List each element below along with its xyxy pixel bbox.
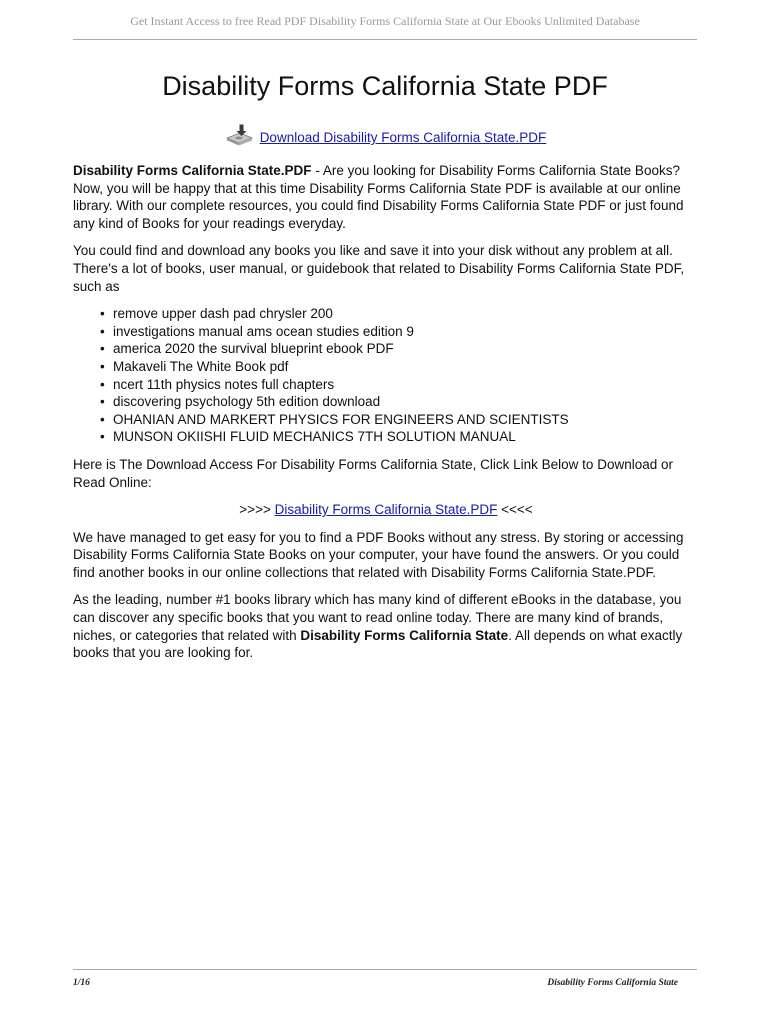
download-row bbox=[73, 124, 697, 149]
page-number: 1/16 bbox=[73, 978, 90, 988]
intro-paragraph bbox=[73, 162, 699, 232]
download-pdf-link[interactable]: Download Disability Forms California State.PDF bbox=[259, 130, 547, 145]
download-disk-icon[interactable] bbox=[224, 124, 254, 149]
list-item: • ncert 11th physics notes full chapters bbox=[113, 376, 699, 394]
main-content bbox=[73, 162, 699, 672]
leading-text-after: . All depends on what exactly books that you are looking for. bbox=[73, 627, 683, 661]
footer-title: Disability Forms California State bbox=[547, 978, 678, 988]
list-item: • remove upper dash pad chrysler 200 bbox=[113, 305, 699, 323]
intro-text: - Are you looking for Disability Forms California State Books? Now, you will be happy that at this time Disability Forms California State PDF is available at our online library. With our complete resources, you could find Disability Forms California State PDF or just found any kind of Books for your readings everyday. bbox=[73, 163, 684, 231]
leading-library-paragraph bbox=[73, 591, 699, 661]
list-item: • MUNSON OKIISHI FLUID MECHANICS 7TH SOLUTION MANUAL bbox=[113, 428, 699, 446]
leading-bold: Disability Forms California State bbox=[300, 627, 509, 643]
intro-bold: Disability Forms California State.PDF bbox=[73, 163, 312, 178]
list-item: • discovering psychology 5th edition download bbox=[113, 393, 699, 411]
managed-paragraph: We have managed to get easy for you to find a PDF Books without any stress. By storing or accessing Disability Forms California State Books on your computer, your have found the answers. Or you could find another books in our online collections that related with Disability Forms California State.PDF. bbox=[73, 529, 684, 580]
list-item: • OHANIAN AND MARKERT PHYSICS FOR ENGINEERS AND SCIENTISTS bbox=[113, 411, 699, 429]
page-title: Disability Forms California State PDF bbox=[162, 71, 608, 101]
related-books-paragraph: You could find and download any books you like and save it into your disk without any problem at all. There's a lot of books, user manual, or guidebook that related to Disability Forms California State PDF, such as bbox=[73, 243, 685, 294]
link-suffix: <<<< bbox=[497, 502, 533, 518]
list-item: • investigations manual ams ocean studies edition 9 bbox=[113, 323, 699, 341]
list-item: • Makaveli The White Book pdf bbox=[113, 358, 699, 376]
related-books-list bbox=[73, 305, 699, 446]
page-header: Get Instant Access to free Read PDF Disability Forms California State at Our Ebooks Unlimited Database bbox=[130, 14, 640, 28]
leading-text-before: As the leading, number #1 books library which has many kind of different eBooks in the database, you can discover any specific books that you want to read online today. There are many kind of brands, niches, or categories that related with bbox=[73, 592, 682, 643]
center-link-row bbox=[73, 501, 699, 519]
list-item: • america 2020 the survival blueprint ebook PDF bbox=[113, 340, 699, 358]
download-access-paragraph: Here is The Download Access For Disability Forms California State, Click Link Below to Download or Read Online: bbox=[73, 456, 673, 490]
center-pdf-link[interactable]: Disability Forms California State.PDF bbox=[274, 502, 498, 518]
footer-divider bbox=[73, 969, 697, 970]
link-prefix: >>>> bbox=[239, 502, 275, 518]
header-divider bbox=[73, 39, 697, 40]
